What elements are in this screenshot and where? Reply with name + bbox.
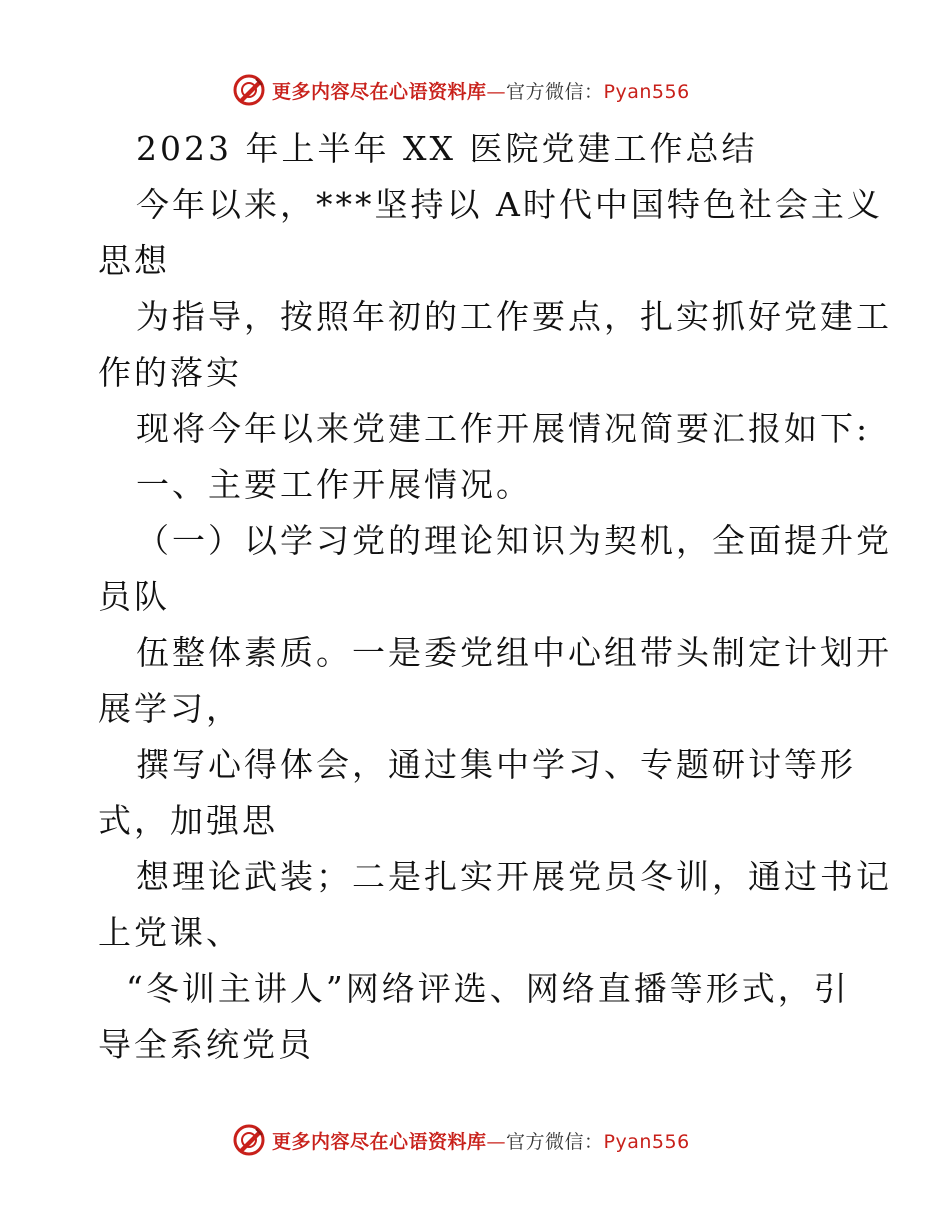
watermark-text <box>272 77 690 104</box>
watermark-main: 更多内容尽在心语资料库 <box>272 80 487 103</box>
paragraph-line: （一）以学习党的理论知识为契机，全面提升党 <box>136 521 892 560</box>
paragraph-line: 一、主要工作开展情况。 <box>136 465 532 504</box>
paragraph-line: 导全系统党员 <box>98 1025 314 1064</box>
paragraph-line: 为指导，按照年初的工作要点，扎实抓好党建工 <box>136 297 892 336</box>
watermark-wechat-label: 官方微信： <box>506 80 604 103</box>
document-title: 2023 年上半年 XX 医院党建工作总结 <box>136 129 758 168</box>
quill-logo-icon <box>232 1123 266 1157</box>
watermark-wechat-id: Pyan556 <box>603 80 690 103</box>
watermark-footer <box>232 1122 690 1158</box>
paragraph-line: 上党课、 <box>98 913 242 952</box>
watermark-main: 更多内容尽在心语资料库 <box>272 1130 487 1153</box>
paragraph-line: 展学习， <box>98 689 242 728</box>
watermark-dash: — <box>486 80 507 103</box>
quill-logo-icon <box>232 73 266 107</box>
paragraph-line: 现将今年以来党建工作开展情况简要汇报如下: <box>136 409 871 448</box>
paragraph-line: 今年以来，***坚持以 A时代中国特色社会主义 <box>136 185 883 224</box>
watermark-wechat-label: 官方微信： <box>506 1130 604 1153</box>
paragraph-line: 式，加强思 <box>98 801 278 840</box>
document-body <box>98 121 892 1073</box>
watermark-header <box>232 72 690 108</box>
paragraph-line: 员队 <box>98 577 170 616</box>
paragraph-line: 作的落实 <box>98 353 242 392</box>
paragraph-line: 撰写心得体会，通过集中学习、专题研讨等形 <box>136 745 856 784</box>
watermark-dash: — <box>486 1130 507 1153</box>
watermark-text <box>272 1127 690 1154</box>
paragraph-line: 伍整体素质。一是委党组中心组带头制定计划开 <box>136 633 892 672</box>
paragraph-line: 想理论武装；二是扎实开展党员冬训，通过书记 <box>136 857 892 896</box>
watermark-wechat-id: Pyan556 <box>603 1130 690 1153</box>
paragraph-line: “冬训主讲人”网络评选、网络直播等形式，引 <box>126 969 850 1008</box>
paragraph-line: 思想 <box>98 241 170 280</box>
